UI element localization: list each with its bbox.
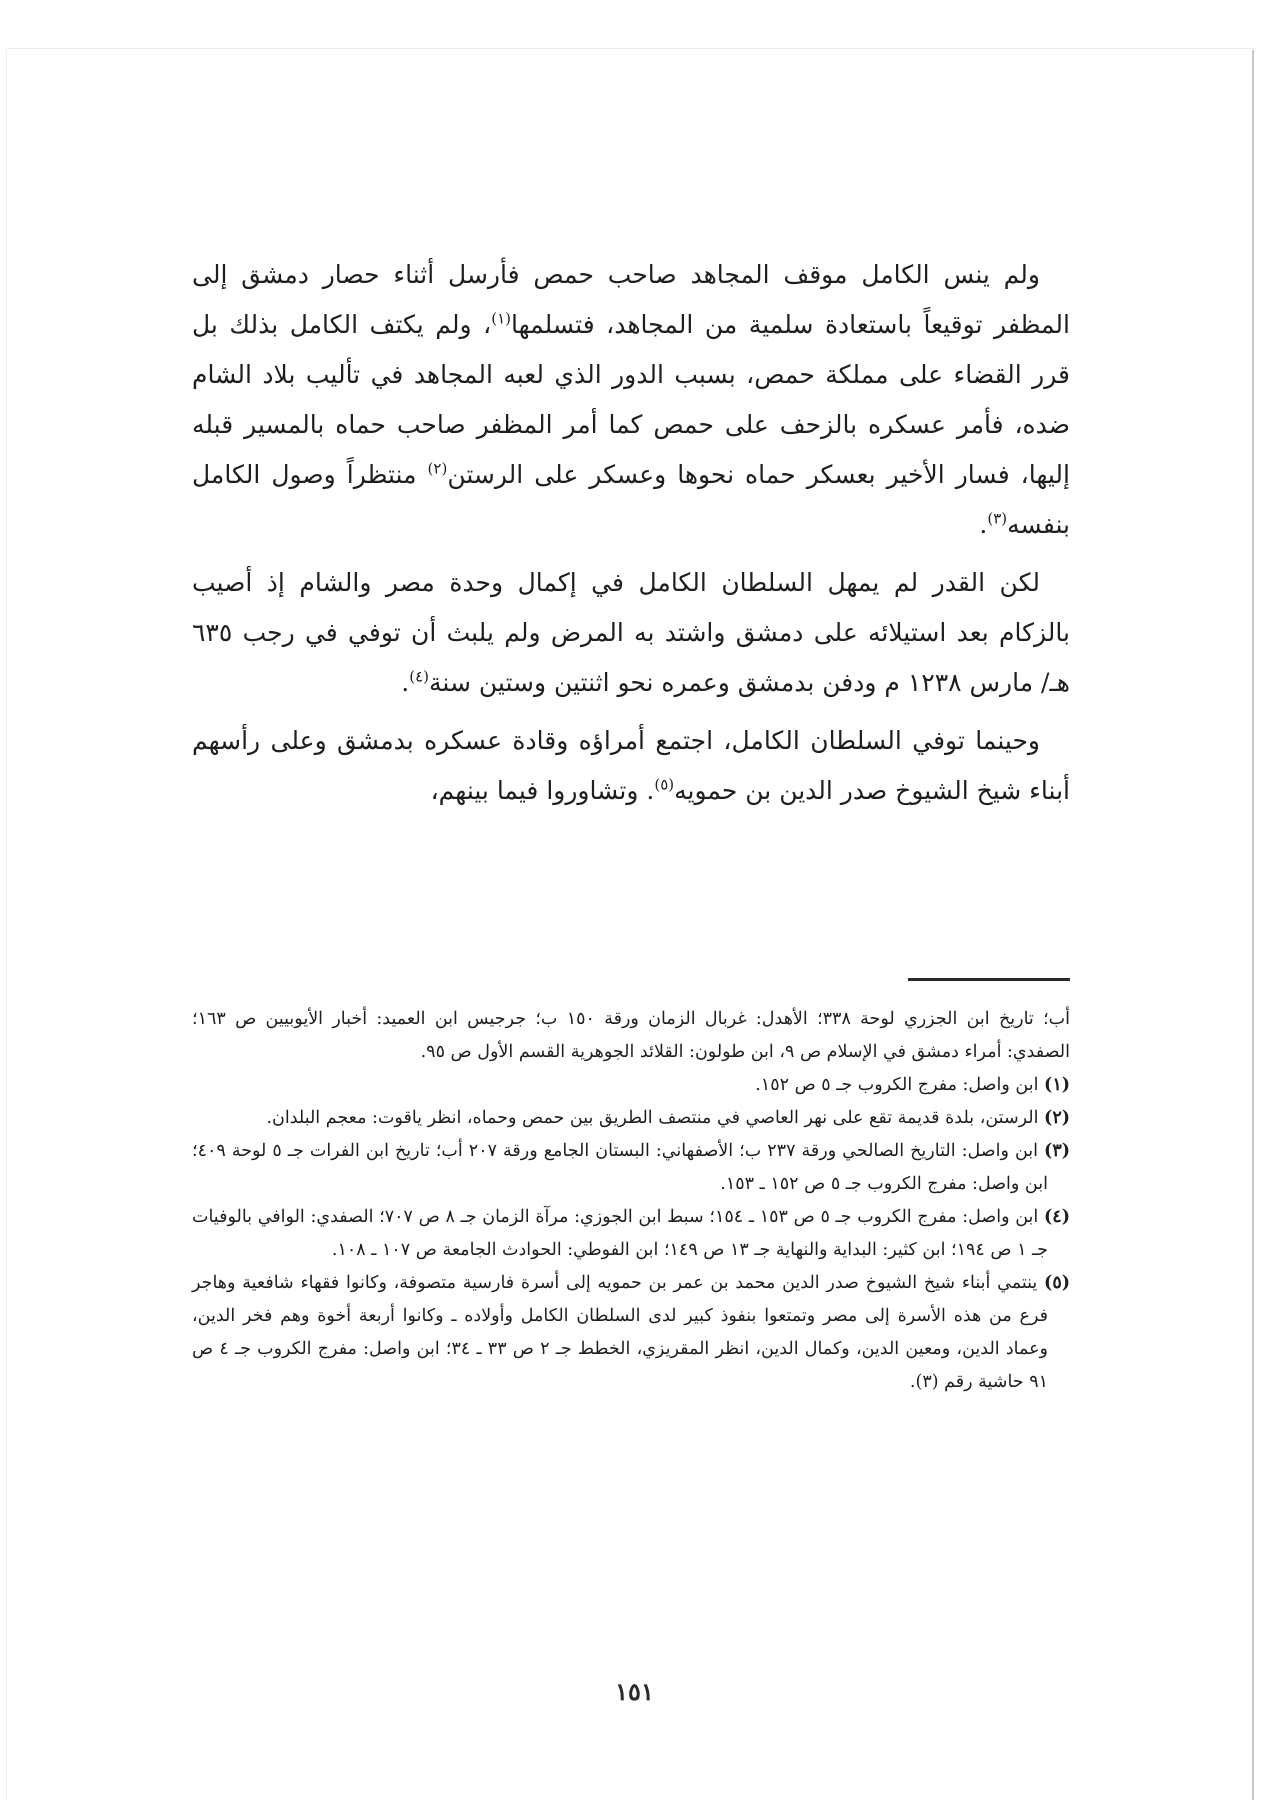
main-body-text	[192, 250, 1070, 816]
footnote-text: ابن واصل: التاريخ الصالحي ورقة ٢٣٧ ب؛ الأصفهاني: البستان الجامع ورقة ٢٠٧ أب؛ تاريخ ابن الفرات جـ ٥ لوحة ٤٠٩؛ ابن واصل: مفرج الكروب جـ ٥ ص ١٥٢ ـ ١٥٣.	[192, 1141, 1048, 1194]
body-text: ولم ينس الكامل موقف المجاهد صاحب حمص فأرسل أثناء حصار دمشق إلى المظفر توقيعاً باستعادة سلمية من المجاهد، فتسلمها	[192, 260, 1070, 339]
body-text: ، ولم يكتف الكامل بذلك بل قرر القضاء على مملكة حمص، بسبب الدور الذي لعبه المجاهد في تأليب بلاد الشام ضده، فأمر عسكره بالزحف على حمص كما أمر المظفر صاحب حماه بالمسير قبله إليها، فسار الأخير بعسكر حماه نحوها وعسكر على الرستن	[192, 310, 1070, 489]
body-paragraph	[192, 716, 1070, 816]
body-text: .	[401, 668, 410, 697]
footnotes-section	[192, 1003, 1070, 1399]
scan-page-edge-left	[6, 48, 7, 1800]
footnote-separator	[908, 978, 1070, 981]
footnote-item	[192, 1267, 1070, 1399]
footnote-number: (٢)	[1044, 1108, 1070, 1128]
body-text: وحينما توفي السلطان الكامل، اجتمع أمراؤه وقادة عسكره بدمشق وعلى رأسهم أبناء شيخ الشيوخ صدر الدين بن حمويه	[192, 726, 1070, 805]
footnote-item	[192, 1201, 1070, 1267]
footnote-reference[interactable]: (١)	[491, 309, 511, 328]
footnote-text: ابن واصل: مفرج الكروب جـ ٥ ص ١٥٢.	[755, 1075, 1045, 1095]
footnote-continuation: أب؛ تاريخ ابن الجزري لوحة ٣٣٨؛ الأهدل: غربال الزمان ورقة ١٥٠ ب؛ جرجيس ابن العميد: أخبار الأيوبيين ص ١٦٣؛ الصفدي: أمراء دمشق في الإسلام ص ٩، ابن طولون: القلائد الجوهرية القسم الأول ص ٩٥.	[192, 1009, 1070, 1062]
footnote-reference[interactable]: (٤)	[409, 667, 430, 686]
body-paragraph	[192, 250, 1070, 550]
footnote-reference[interactable]: (٥)	[654, 775, 675, 794]
body-text: . وتشاوروا فيما بينهم،	[430, 776, 655, 805]
body-paragraph	[192, 558, 1070, 708]
footnote-text: ابن واصل: مفرج الكروب جـ ٥ ص ١٥٣ ـ ١٥٤؛ سبط ابن الجوزي: مرآة الزمان جـ ٨ ص ٧٠٧؛ الصفدي: الوافي بالوفيات جـ ١ ص ١٩٤؛ ابن كثير: البداية والنهاية جـ ١٣ ص ١٤٩؛ ابن الفوطي: الحوادث الجامعة ص ١٠٧ ـ ١٠٨.	[192, 1207, 1048, 1260]
footnote-reference[interactable]: (٣)	[987, 509, 1008, 528]
page-number: ١٥١	[615, 1677, 654, 1706]
body-text: .	[979, 510, 988, 539]
footnote-number: (١)	[1044, 1075, 1070, 1095]
footnote-number: (٥)	[1044, 1273, 1070, 1293]
footnote-text: ينتمي أبناء شيخ الشيوخ صدر الدين محمد بن عمر بن حمويه إلى أسرة فارسية متصوفة، وكانوا فقهاء شافعية وهاجر فرع من هذه الأسرة إلى مصر وتمتعوا بنفوذ كبير لدى السلطان الكامل وأولاده ـ وكانوا أربعة أخوة وهم فخر الدين، وعماد الدين، ومعين الدين، وكمال الدين، انظر المقريزي، الخطط جـ ٢ ص ٣٣ ـ ٣٤؛ ابن واصل: مفرج الكروب جـ ٤ ص ٩١ حاشية رقم (٣).	[192, 1273, 1048, 1392]
footnote-item	[192, 1102, 1070, 1135]
body-text: منتظراً وصول الكامل بنفسه	[192, 460, 1070, 539]
footnote-reference[interactable]: (٢)	[427, 459, 448, 478]
footnote-number: (٤)	[1044, 1207, 1070, 1227]
footnote-item	[192, 1069, 1070, 1102]
body-text: لكن القدر لم يمهل السلطان الكامل في إكمال وحدة مصر والشام إذ أصيب بالزكام بعد استيلائه على دمشق واشتد به المرض ولم يلبث أن توفي في رجب ٦٣٥ هـ/ مارس ١٢٣٨ م ودفن بدمشق وعمره نحو اثنتين وستين سنة	[192, 568, 1070, 697]
footnote-item	[192, 1135, 1070, 1201]
footnote-number: (٣)	[1044, 1141, 1071, 1161]
scan-page-edge-right	[1252, 50, 1254, 1800]
footnote-text: الرستن، بلدة قديمة تقع على نهر العاصي في منتصف الطريق بين حمص وحماه، انظر ياقوت: معجم البلدان.	[266, 1108, 1045, 1128]
scan-page-edge-top	[6, 48, 1254, 49]
